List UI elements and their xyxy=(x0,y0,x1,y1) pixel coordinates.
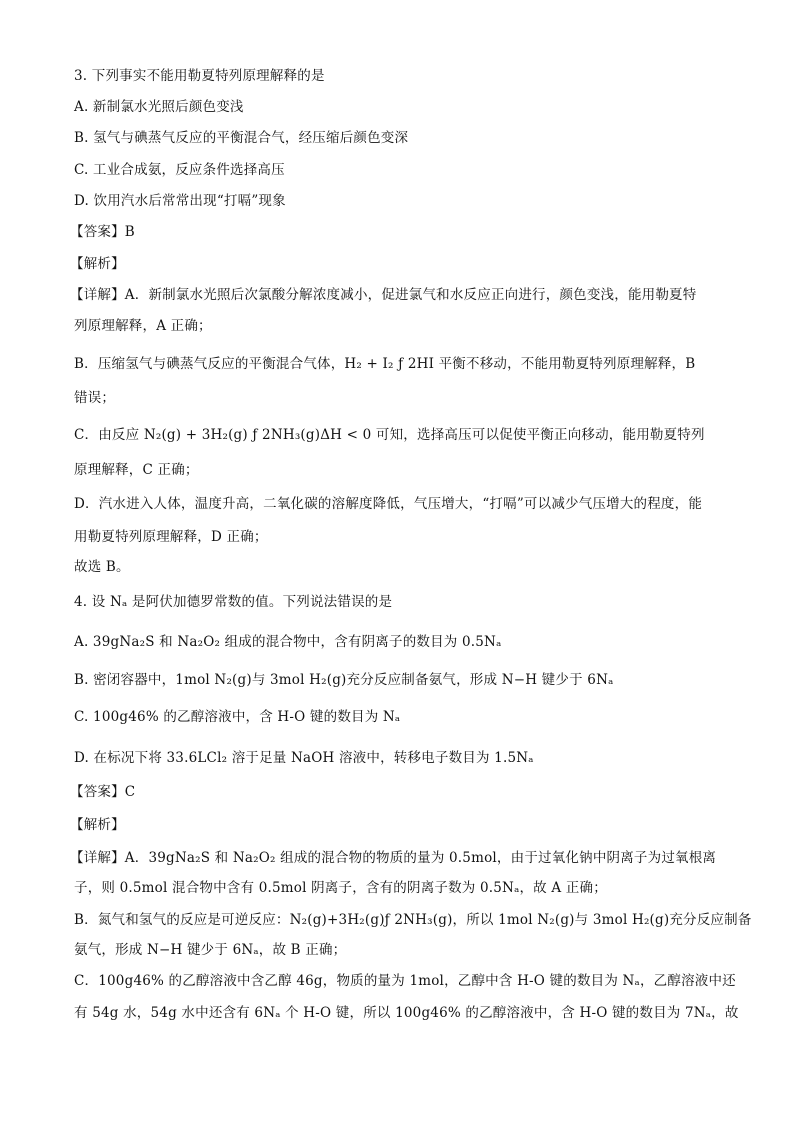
q4-detail-line: B．氮气和氢气的反应是可逆反应：N₂(g)+3H₂(g)ƒ 2NH₃(g)，所以 1mol N₂(g)与 3mol H₂(g)充分反应制备 xyxy=(74,912,752,928)
q4-detail-line: C．100g46% 的乙醇溶液中含乙醇 46g，物质的量为 1mol，乙醇中含 H-O 键的数目为 Nₐ，乙醇溶液中还 xyxy=(74,973,736,989)
q4-detail-line: 【详解】A．39gNa₂S 和 Na₂O₂ 组成的混合物的物质的量为 0.5mol，由于过氧化钠中阴离子为过氧根离 xyxy=(70,850,717,866)
q4-option-c: C. 100g46% 的乙醇溶液中，含 H-O 键的数目为 Nₐ xyxy=(74,709,401,725)
q3-detail-line: 错误； xyxy=(74,390,116,406)
q3-option-b: B. 氢气与碘蒸气反应的平衡混合气，经压缩后颜色变深 xyxy=(74,130,409,146)
q3-stem: 3. 下列事实不能用勒夏特列原理解释的是 xyxy=(74,68,325,84)
q3-detail-line: B．压缩氢气与碘蒸气反应的平衡混合气体，H₂ + I₂ ƒ 2HI 平衡不移动，不能用勒夏特列原理解释，B xyxy=(74,356,696,372)
q4-detail-line: 子，则 0.5mol 混合物中含有 0.5mol 阴离子，含有的阴离子数为 0.5Nₐ，故 A 正确； xyxy=(74,880,607,896)
q3-option-a: A. 新制氯水光照后颜色变浅 xyxy=(74,99,244,115)
q3-option-d: D. 饮用汽水后常常出现“打嗝”现象 xyxy=(74,193,286,209)
q3-detail-line: 原理解释，C 正确； xyxy=(74,462,199,478)
q3-detail-line: 故选 B。 xyxy=(74,559,130,575)
q4-detail-line: 氨气，形成 N−H 键少于 6Nₐ，故 B 正确； xyxy=(74,942,347,958)
q3-option-c: C. 工业合成氨，反应条件选择高压 xyxy=(74,162,285,178)
q4-detail-line: 有 54g 水，54g 水中还含有 6Nₐ 个 H-O 键，所以 100g46% 的乙醇溶液中，含 H-O 键的数目为 7Nₐ，故 xyxy=(74,1005,739,1021)
q4-option-a: A. 39gNa₂S 和 Na₂O₂ 组成的混合物中，含有阴离子的数目为 0.5Nₐ xyxy=(74,634,502,650)
q4-option-b: B. 密闭容器中，1mol N₂(g)与 3mol H₂(g)充分反应制备氨气，形成 N−H 键少于 6Nₐ xyxy=(74,672,614,688)
q3-detail-line: C．由反应 N₂(g) + 3H₂(g) ƒ 2NH₃(g)ΔH < 0 可知，选择高压可以促使平衡正向移动，能用勒夏特列 xyxy=(74,427,705,443)
q3-analysis-label: 【解析】 xyxy=(70,256,125,272)
q3-detail-line: 列原理解释，A 正确； xyxy=(74,318,212,334)
q4-answer: 【答案】C xyxy=(70,784,136,800)
q3-answer: 【答案】B xyxy=(70,224,135,240)
q3-detail-line: D．汽水进入人体，温度升高，二氧化碳的溶解度降低，气压增大，“打嗝”可以减少气压增大的程度，能 xyxy=(74,496,703,512)
q3-detail-line: 【详解】A．新制氯水光照后次氯酸分解浓度减小，促进氯气和水反应正向进行，颜色变浅，能用勒夏特 xyxy=(70,287,697,303)
q4-stem: 4. 设 Nₐ 是阿伏加德罗常数的值。下列说法错误的是 xyxy=(74,594,393,610)
q4-option-d: D. 在标况下将 33.6LCl₂ 溶于足量 NaOH 溶液中，转移电子数目为 1.5Nₐ xyxy=(74,750,534,766)
q3-detail-line: 用勒夏特列原理解释，D 正确； xyxy=(74,529,268,545)
q4-analysis-label: 【解析】 xyxy=(70,817,125,833)
